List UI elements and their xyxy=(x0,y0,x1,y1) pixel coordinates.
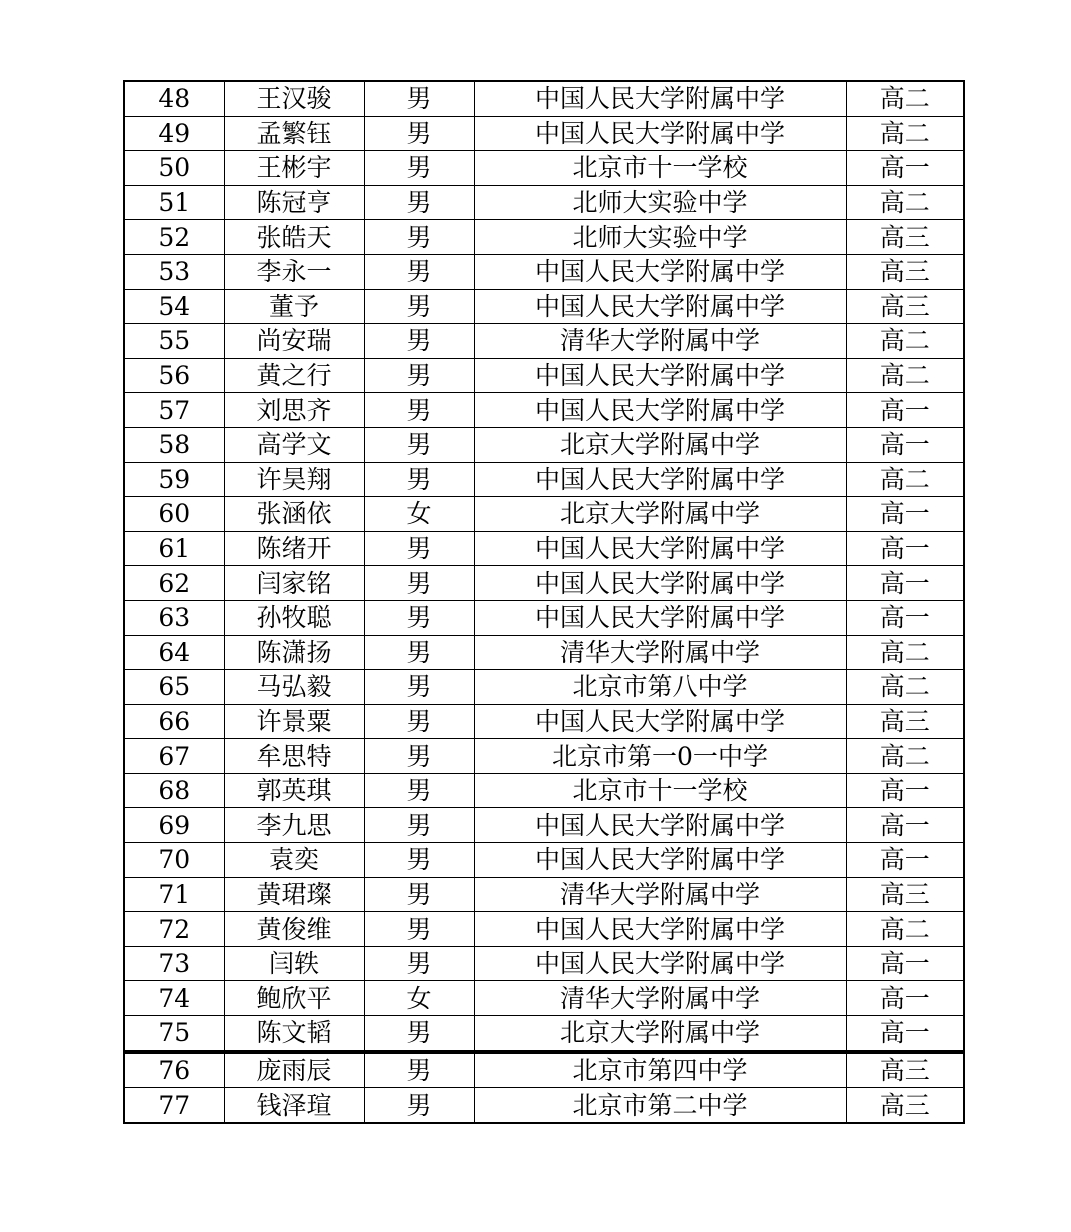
student-name-cell: 陈潇扬 xyxy=(224,635,364,670)
roster-body xyxy=(124,81,964,1123)
school-cell: 中国人民大学附属中学 xyxy=(474,358,846,393)
school-cell: 北京市第一0一中学 xyxy=(474,739,846,774)
row-number-cell: 68 xyxy=(124,773,224,808)
table-row xyxy=(124,877,964,912)
grade-cell: 高一 xyxy=(846,981,964,1016)
grade-cell: 高三 xyxy=(846,220,964,255)
gender-cell: 男 xyxy=(364,81,474,116)
student-name-cell: 李九思 xyxy=(224,808,364,843)
row-number-cell: 52 xyxy=(124,220,224,255)
gender-cell: 男 xyxy=(364,289,474,324)
school-cell: 北京市第四中学 xyxy=(474,1052,846,1088)
student-name-cell: 郭英琪 xyxy=(224,773,364,808)
gender-cell: 男 xyxy=(364,600,474,635)
student-name-cell: 牟思特 xyxy=(224,739,364,774)
school-cell: 中国人民大学附属中学 xyxy=(474,808,846,843)
student-name-cell: 马弘毅 xyxy=(224,670,364,705)
grade-cell: 高一 xyxy=(846,427,964,462)
school-cell: 中国人民大学附属中学 xyxy=(474,462,846,497)
row-number-cell: 69 xyxy=(124,808,224,843)
school-cell: 北京大学附属中学 xyxy=(474,1016,846,1052)
row-number-cell: 70 xyxy=(124,843,224,878)
row-number-cell: 77 xyxy=(124,1088,224,1123)
grade-cell: 高一 xyxy=(846,946,964,981)
student-name-cell: 陈绪开 xyxy=(224,531,364,566)
row-number-cell: 73 xyxy=(124,946,224,981)
gender-cell: 男 xyxy=(364,1016,474,1052)
table-row xyxy=(124,220,964,255)
gender-cell: 男 xyxy=(364,254,474,289)
table-row xyxy=(124,773,964,808)
school-cell: 中国人民大学附属中学 xyxy=(474,289,846,324)
gender-cell: 女 xyxy=(364,981,474,1016)
grade-cell: 高二 xyxy=(846,912,964,947)
row-number-cell: 61 xyxy=(124,531,224,566)
grade-cell: 高三 xyxy=(846,254,964,289)
school-cell: 中国人民大学附属中学 xyxy=(474,116,846,151)
grade-cell: 高一 xyxy=(846,773,964,808)
grade-cell: 高一 xyxy=(846,393,964,428)
grade-cell: 高一 xyxy=(846,566,964,601)
table-row xyxy=(124,531,964,566)
school-cell: 北师大实验中学 xyxy=(474,185,846,220)
school-cell: 北京市第二中学 xyxy=(474,1088,846,1123)
student-name-cell: 王汉骏 xyxy=(224,81,364,116)
grade-cell: 高二 xyxy=(846,670,964,705)
gender-cell: 男 xyxy=(364,1052,474,1088)
gender-cell: 男 xyxy=(364,393,474,428)
row-number-cell: 55 xyxy=(124,324,224,359)
gender-cell: 男 xyxy=(364,427,474,462)
student-name-cell: 李永一 xyxy=(224,254,364,289)
gender-cell: 男 xyxy=(364,531,474,566)
table-row xyxy=(124,151,964,186)
gender-cell: 男 xyxy=(364,324,474,359)
gender-cell: 男 xyxy=(364,670,474,705)
gender-cell: 男 xyxy=(364,185,474,220)
gender-cell: 男 xyxy=(364,877,474,912)
grade-cell: 高二 xyxy=(846,358,964,393)
student-name-cell: 钱泽瑄 xyxy=(224,1088,364,1123)
gender-cell: 男 xyxy=(364,462,474,497)
student-name-cell: 黄俊维 xyxy=(224,912,364,947)
student-name-cell: 陈冠亨 xyxy=(224,185,364,220)
grade-cell: 高二 xyxy=(846,462,964,497)
school-cell: 中国人民大学附属中学 xyxy=(474,81,846,116)
gender-cell: 男 xyxy=(364,773,474,808)
table-row xyxy=(124,600,964,635)
student-name-cell: 刘思齐 xyxy=(224,393,364,428)
grade-cell: 高一 xyxy=(846,843,964,878)
roster-table xyxy=(123,80,965,1124)
table-row xyxy=(124,427,964,462)
table-row xyxy=(124,1016,964,1052)
student-name-cell: 闫家铭 xyxy=(224,566,364,601)
grade-cell: 高三 xyxy=(846,1052,964,1088)
student-name-cell: 黄之行 xyxy=(224,358,364,393)
school-cell: 北京市十一学校 xyxy=(474,151,846,186)
student-name-cell: 庞雨辰 xyxy=(224,1052,364,1088)
gender-cell: 男 xyxy=(364,739,474,774)
table-row xyxy=(124,739,964,774)
table-row xyxy=(124,393,964,428)
row-number-cell: 60 xyxy=(124,497,224,532)
row-number-cell: 50 xyxy=(124,151,224,186)
row-number-cell: 49 xyxy=(124,116,224,151)
student-name-cell: 袁奕 xyxy=(224,843,364,878)
school-cell: 中国人民大学附属中学 xyxy=(474,912,846,947)
table-row xyxy=(124,462,964,497)
school-cell: 中国人民大学附属中学 xyxy=(474,393,846,428)
row-number-cell: 51 xyxy=(124,185,224,220)
table-row xyxy=(124,324,964,359)
row-number-cell: 63 xyxy=(124,600,224,635)
grade-cell: 高一 xyxy=(846,1016,964,1052)
gender-cell: 男 xyxy=(364,912,474,947)
row-number-cell: 48 xyxy=(124,81,224,116)
grade-cell: 高二 xyxy=(846,81,964,116)
grade-cell: 高二 xyxy=(846,116,964,151)
school-cell: 清华大学附属中学 xyxy=(474,981,846,1016)
grade-cell: 高三 xyxy=(846,289,964,324)
student-name-cell: 孙牧聪 xyxy=(224,600,364,635)
grade-cell: 高三 xyxy=(846,704,964,739)
school-cell: 北京市十一学校 xyxy=(474,773,846,808)
student-name-cell: 尚安瑞 xyxy=(224,324,364,359)
student-name-cell: 高学文 xyxy=(224,427,364,462)
table-row xyxy=(124,1052,964,1088)
table-row xyxy=(124,254,964,289)
gender-cell: 男 xyxy=(364,946,474,981)
school-cell: 中国人民大学附属中学 xyxy=(474,843,846,878)
table-row xyxy=(124,358,964,393)
table-row xyxy=(124,497,964,532)
row-number-cell: 56 xyxy=(124,358,224,393)
table-row xyxy=(124,843,964,878)
table-row xyxy=(124,566,964,601)
row-number-cell: 53 xyxy=(124,254,224,289)
student-name-cell: 张皓天 xyxy=(224,220,364,255)
student-name-cell: 董予 xyxy=(224,289,364,324)
school-cell: 北京市第八中学 xyxy=(474,670,846,705)
grade-cell: 高二 xyxy=(846,324,964,359)
row-number-cell: 64 xyxy=(124,635,224,670)
row-number-cell: 67 xyxy=(124,739,224,774)
school-cell: 中国人民大学附属中学 xyxy=(474,946,846,981)
table-row xyxy=(124,635,964,670)
student-name-cell: 闫轶 xyxy=(224,946,364,981)
school-cell: 北师大实验中学 xyxy=(474,220,846,255)
table-row xyxy=(124,912,964,947)
school-cell: 中国人民大学附属中学 xyxy=(474,531,846,566)
gender-cell: 男 xyxy=(364,843,474,878)
table-row xyxy=(124,185,964,220)
gender-cell: 男 xyxy=(364,1088,474,1123)
grade-cell: 高三 xyxy=(846,877,964,912)
row-number-cell: 71 xyxy=(124,877,224,912)
school-cell: 清华大学附属中学 xyxy=(474,635,846,670)
row-number-cell: 65 xyxy=(124,670,224,705)
school-cell: 清华大学附属中学 xyxy=(474,324,846,359)
grade-cell: 高一 xyxy=(846,497,964,532)
gender-cell: 男 xyxy=(364,566,474,601)
school-cell: 中国人民大学附属中学 xyxy=(474,566,846,601)
row-number-cell: 74 xyxy=(124,981,224,1016)
row-number-cell: 66 xyxy=(124,704,224,739)
school-cell: 中国人民大学附属中学 xyxy=(474,600,846,635)
table-row xyxy=(124,808,964,843)
gender-cell: 男 xyxy=(364,151,474,186)
student-name-cell: 鲍欣平 xyxy=(224,981,364,1016)
grade-cell: 高一 xyxy=(846,151,964,186)
table-row xyxy=(124,981,964,1016)
grade-cell: 高二 xyxy=(846,739,964,774)
table-row xyxy=(124,946,964,981)
row-number-cell: 76 xyxy=(124,1052,224,1088)
table-row xyxy=(124,81,964,116)
student-name-cell: 王彬宇 xyxy=(224,151,364,186)
table-row xyxy=(124,1088,964,1123)
row-number-cell: 72 xyxy=(124,912,224,947)
table-row xyxy=(124,670,964,705)
gender-cell: 男 xyxy=(364,116,474,151)
student-name-cell: 黄珺璨 xyxy=(224,877,364,912)
school-cell: 中国人民大学附属中学 xyxy=(474,704,846,739)
grade-cell: 高三 xyxy=(846,1088,964,1123)
student-name-cell: 许昊翔 xyxy=(224,462,364,497)
table-row xyxy=(124,289,964,324)
grade-cell: 高一 xyxy=(846,808,964,843)
row-number-cell: 57 xyxy=(124,393,224,428)
school-cell: 北京大学附属中学 xyxy=(474,497,846,532)
row-number-cell: 58 xyxy=(124,427,224,462)
row-number-cell: 59 xyxy=(124,462,224,497)
gender-cell: 女 xyxy=(364,497,474,532)
grade-cell: 高一 xyxy=(846,531,964,566)
row-number-cell: 75 xyxy=(124,1016,224,1052)
grade-cell: 高一 xyxy=(846,600,964,635)
grade-cell: 高二 xyxy=(846,635,964,670)
gender-cell: 男 xyxy=(364,358,474,393)
table-row xyxy=(124,704,964,739)
student-name-cell: 许景粟 xyxy=(224,704,364,739)
school-cell: 中国人民大学附属中学 xyxy=(474,254,846,289)
row-number-cell: 54 xyxy=(124,289,224,324)
gender-cell: 男 xyxy=(364,808,474,843)
grade-cell: 高二 xyxy=(846,185,964,220)
student-name-cell: 张涵依 xyxy=(224,497,364,532)
school-cell: 北京大学附属中学 xyxy=(474,427,846,462)
school-cell: 清华大学附属中学 xyxy=(474,877,846,912)
gender-cell: 男 xyxy=(364,220,474,255)
gender-cell: 男 xyxy=(364,635,474,670)
student-name-cell: 孟繁钰 xyxy=(224,116,364,151)
table-row xyxy=(124,116,964,151)
row-number-cell: 62 xyxy=(124,566,224,601)
student-name-cell: 陈文韬 xyxy=(224,1016,364,1052)
gender-cell: 男 xyxy=(364,704,474,739)
